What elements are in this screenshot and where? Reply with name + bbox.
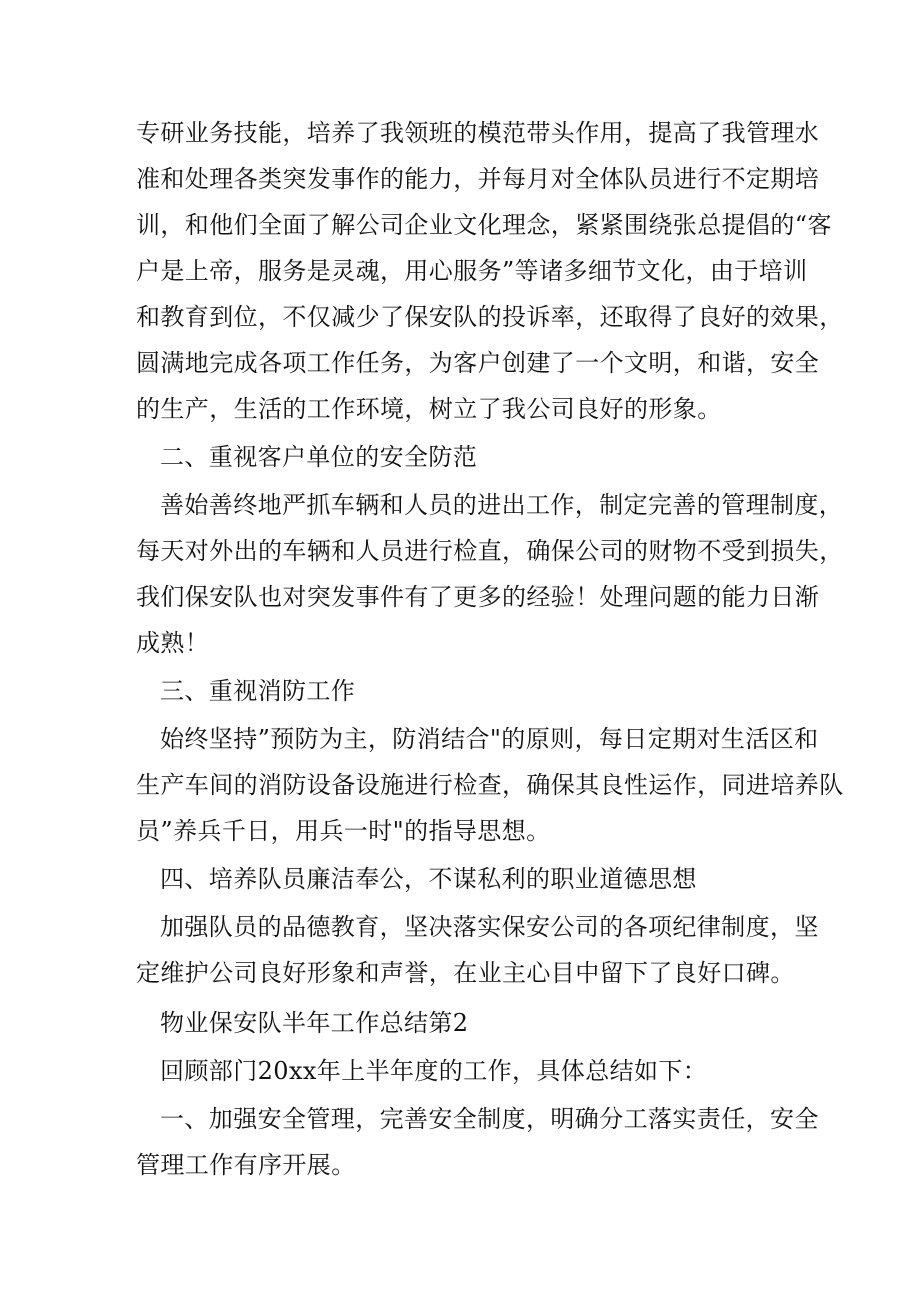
paragraph-line: 加强队员的品德教育，坚决落实保安公司的各项纪律制度，坚 [160, 913, 819, 941]
paragraph-line: 训，和他们全面了解公司企业文化理念，紧紧围绕张总提倡的“客 [136, 211, 832, 239]
paragraph-line: 户是上帝，服务是灵魂，用心服务”等诸多细节文化，由于培训 [136, 257, 808, 285]
section-heading: 四、培养队员廉洁奉公，不谋私利的职业道德思想 [160, 865, 697, 893]
paragraph-line: 和教育到位，不仅减少了保安队的投诉率，还取得了良好的效果， [136, 303, 844, 331]
paragraph-line: 成熟！ [136, 629, 210, 657]
paragraph-line: 准和处理各类突发事作的能力，并每月对全体队员进行不定期培 [136, 165, 820, 193]
paragraph-line: 始终坚持”预防为主，防消结合"的原则，每日定期对生活区和 [160, 725, 819, 753]
paragraph-line: 我们保安队也对突发事件有了更多的经验！处理问题的能力日渐 [136, 583, 820, 611]
paragraph-line: 生产车间的消防设备设施进行检查，确保其良性运作，同进培养队 [136, 771, 844, 799]
paragraph-line: 员”养兵千日，用兵一时"的指导思想。 [136, 817, 551, 845]
paragraph-line: 圆满地完成各项工作任务，为客户创建了一个文明，和谐，安全 [136, 349, 820, 377]
paragraph-line: 回顾部门20xx年上半年度的工作，具体总结如下： [160, 1057, 708, 1085]
paragraph-line: 善始善终地严抓车辆和人员的进出工作，制定完善的管理制度， [160, 491, 844, 519]
paragraph-line: 定维护公司良好形象和声誉，在业主心目中留下了良好口碑。 [136, 959, 795, 987]
document-subtitle: 物业保安队半年工作总结第2 [160, 1009, 469, 1037]
paragraph-line: 专研业务技能，培养了我领班的模范带头作用，提高了我管理水 [136, 119, 820, 147]
section-heading: 二、重视客户单位的安全防范 [160, 443, 478, 471]
paragraph-line: 的生产，生活的工作环境，树立了我公司良好的形象。 [136, 395, 722, 423]
paragraph-line: 每天对外出的车辆和人员进行检直，确保公司的财物不受到损失， [136, 537, 844, 565]
paragraph-line: 管理工作有序开展。 [136, 1151, 356, 1179]
section-heading: 三、重视消防工作 [160, 677, 356, 705]
section-heading: 一、加强安全管理，完善安全制度，明确分工落实责任，安全 [160, 1105, 819, 1133]
